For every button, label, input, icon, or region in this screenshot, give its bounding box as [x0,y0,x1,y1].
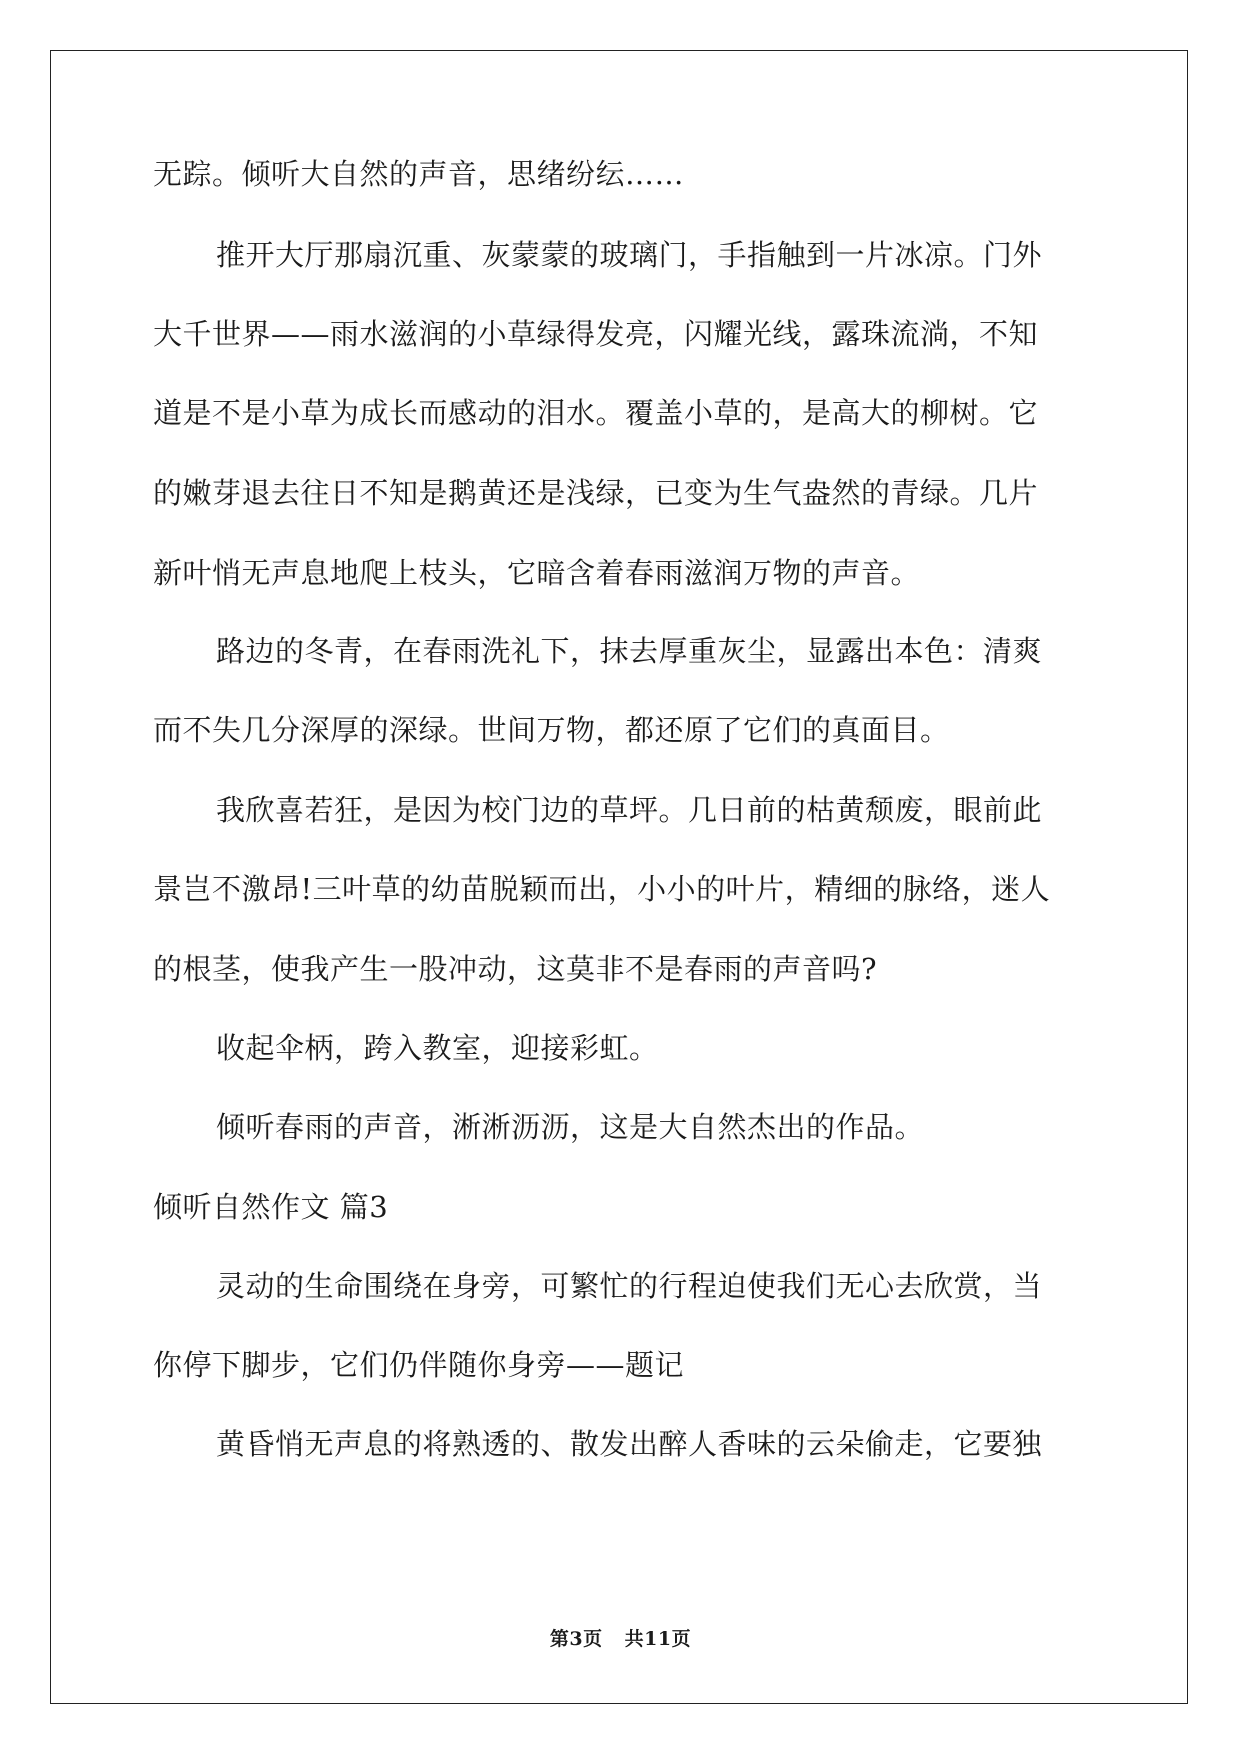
text-line: 你停下脚步，它们仍伴随你身旁——题记 [153,1348,685,1382]
paragraph-first-line: 灵动的生命围绕在身旁，可繁忙的行程迫使我们无心去欣赏，当 [216,1269,1043,1303]
paragraph-first-line: 推开大厅那扇沉重、灰蒙蒙的玻璃门，手指触到一片冰凉。门外 [216,238,1043,272]
paragraph-first-line: 收起伞柄，跨入教室，迎接彩虹。 [216,1031,659,1065]
text-line: 景岂不激昂!三叶草的幼苗脱颖而出，小小的叶片，精细的脉络，迷人 [153,872,1051,906]
text-line: 的根茎，使我产生一股冲动，这莫非不是春雨的声音吗? [153,952,878,986]
text-line: 无踪。倾听大自然的声音，思绪纷纭…… [153,157,685,191]
section-heading: 倾听自然作文 篇3 [153,1190,389,1224]
current-page-label: 第3页 [549,1628,603,1650]
text-line: 新叶悄无声息地爬上枝头，它暗含着春雨滋润万物的声音。 [153,556,921,590]
text-line: 大千世界——雨水滋润的小草绿得发亮，闪耀光线，露珠流淌，不知 [153,317,1039,351]
paragraph-first-line: 我欣喜若狂，是因为校门边的草坪。几日前的枯黄颓废，眼前此 [216,793,1043,827]
paragraph-first-line: 倾听春雨的声音，淅淅沥沥，这是大自然杰出的作品。 [216,1110,925,1144]
text-line: 道是不是小草为成长而感动的泪水。覆盖小草的，是高大的柳树。它 [153,396,1039,430]
paragraph-first-line: 路边的冬青，在春雨洗礼下，抹去厚重灰尘，显露出本色：清爽 [216,634,1043,668]
text-line: 而不失几分深厚的深绿。世间万物，都还原了它们的真面目。 [153,713,950,747]
paragraph-first-line: 黄昏悄无声息的将熟透的、散发出醉人香味的云朵偷走，它要独 [216,1427,1043,1461]
total-pages-label: 共11页 [624,1628,692,1650]
page-number-footer [0,1624,1241,1654]
text-line: 的嫩芽退去往日不知是鹅黄还是浅绿，已变为生气盎然的青绿。几片 [153,476,1039,510]
